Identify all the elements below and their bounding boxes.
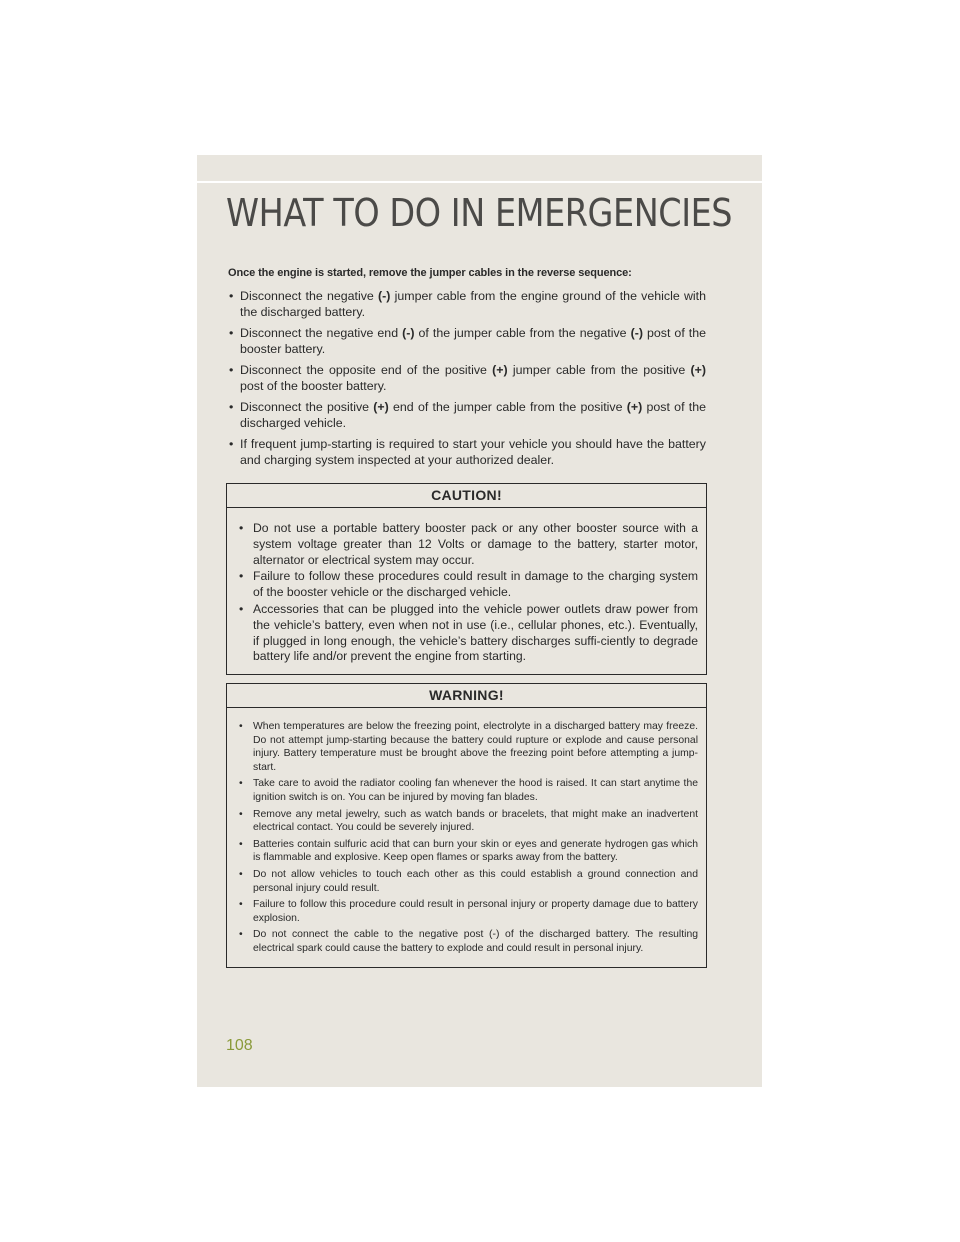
warning-title: WARNING! bbox=[227, 684, 706, 708]
caution-box bbox=[226, 483, 707, 675]
list-item: • Disconnect the positive (+) end of the jumper cable from the positive (+) post of the discharged vehicle. bbox=[228, 399, 706, 431]
list-item: • Do not use a portable battery booster pack or any other booster source with a system voltage greater than 12 Volts or damage to the battery, starter motor, alternator or electrical system may occur. bbox=[237, 521, 698, 568]
list-item: • When temperatures are below the freezing point, electrolyte in a discharged battery may freeze. Do not attempt jump-starting because the battery could rupture or explode and cause personal injury. Battery temperature must be brought above the freezing point before attempting a jump-start. bbox=[237, 720, 698, 774]
main-content bbox=[228, 267, 706, 473]
list-item: • Take care to avoid the radiator cooling fan whenever the hood is raised. It can start anytime the ignition switch is on. You can be injured by moving fan blades. bbox=[237, 777, 698, 804]
list-item: • Failure to follow these procedures could result in damage to the charging system of the booster vehicle or the discharged vehicle. bbox=[237, 569, 698, 601]
list-item: • Failure to follow this procedure could result in personal injury or property damage due to battery explosion. bbox=[237, 898, 698, 925]
steps-list bbox=[228, 288, 706, 468]
warning-list bbox=[227, 708, 706, 967]
list-item: • If frequent jump-starting is required to start your vehicle you should have the battery and charging system inspected at your authorized dealer. bbox=[228, 436, 706, 468]
warning-box bbox=[226, 683, 707, 968]
list-item: • Batteries contain sulfuric acid that can burn your skin or eyes and generate hydrogen gas which is flammable and explosive. Keep open flames or sparks away from the battery. bbox=[237, 838, 698, 865]
list-item: • Do not connect the cable to the negative post (-) of the discharged battery. The resulting electrical spark could cause the battery to explode and could result in personal injury. bbox=[237, 928, 698, 955]
list-item: • Accessories that can be plugged into the vehicle power outlets draw power from the vehicle’s battery, even when not in use (i.e., cellular phones, etc.). Eventually, if plugged in long enough, the vehicle’s battery discharges suffi-ciently to degrade battery life and/or prevent the engine from starting. bbox=[237, 602, 698, 665]
list-item: • Disconnect the negative (-) jumper cable from the engine ground of the vehicle with the discharged battery. bbox=[228, 288, 706, 320]
list-item: • Do not allow vehicles to touch each other as this could establish a ground connection and personal injury could result. bbox=[237, 868, 698, 895]
caution-list bbox=[227, 508, 706, 674]
caution-title: CAUTION! bbox=[227, 484, 706, 508]
manual-page bbox=[197, 155, 762, 1087]
intro-text: Once the engine is started, remove the jumper cables in the reverse sequence: bbox=[228, 267, 632, 279]
list-item: • Remove any metal jewelry, such as watch bands or bracelets, that might make an inadvertent electrical contact. You could be severely injured. bbox=[237, 808, 698, 835]
list-item: • Disconnect the negative end (-) of the jumper cable from the negative (-) post of the booster battery. bbox=[228, 325, 706, 357]
page-number: 108 bbox=[226, 1037, 253, 1054]
list-item: • Disconnect the opposite end of the positive (+) jumper cable from the positive (+) post of the booster battery. bbox=[228, 362, 706, 394]
top-divider bbox=[197, 181, 762, 183]
section-title: WHAT TO DO IN EMERGENCIES bbox=[226, 191, 733, 235]
